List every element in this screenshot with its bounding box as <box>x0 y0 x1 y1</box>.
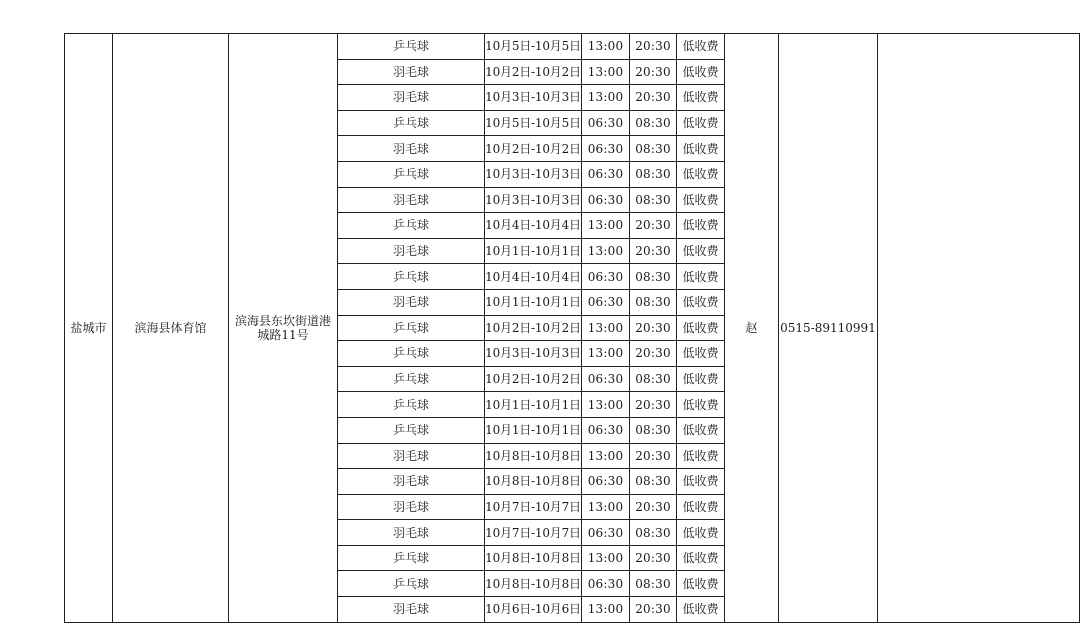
fee-cell: 低收费 <box>677 85 725 111</box>
date-range-cell: 10月1日-10月1日 <box>485 238 582 264</box>
end-time-cell: 20:30 <box>630 392 677 418</box>
date-range-cell: 10月4日-10月4日 <box>485 213 582 239</box>
fee-cell: 低收费 <box>677 161 725 187</box>
end-time-cell: 08:30 <box>630 187 677 213</box>
date-range-cell: 10月8日-10月8日 <box>485 571 582 597</box>
end-time-cell: 08:30 <box>630 417 677 443</box>
start-time-cell: 06:30 <box>582 187 630 213</box>
notes-cell <box>878 34 1080 623</box>
fee-cell: 低收费 <box>677 34 725 60</box>
end-time-cell: 20:30 <box>630 597 677 623</box>
table-row <box>65 34 1080 60</box>
start-time-cell: 13:00 <box>582 597 630 623</box>
fee-cell: 低收费 <box>677 571 725 597</box>
contact-person-cell: 赵 <box>725 34 779 623</box>
fee-cell: 低收费 <box>677 289 725 315</box>
date-range-cell: 10月8日-10月8日 <box>485 443 582 469</box>
date-range-cell: 10月7日-10月7日 <box>485 494 582 520</box>
sport-cell: 乒乓球 <box>338 110 485 136</box>
sport-cell: 羽毛球 <box>338 187 485 213</box>
venue-name-cell: 滨海县体育馆 <box>113 34 229 623</box>
fee-cell: 低收费 <box>677 136 725 162</box>
fee-cell: 低收费 <box>677 59 725 85</box>
date-range-cell: 10月3日-10月3日 <box>485 341 582 367</box>
date-range-cell: 10月8日-10月8日 <box>485 545 582 571</box>
end-time-cell: 08:30 <box>630 571 677 597</box>
date-range-cell: 10月5日-10月5日 <box>485 110 582 136</box>
end-time-cell: 08:30 <box>630 520 677 546</box>
fee-cell: 低收费 <box>677 520 725 546</box>
end-time-cell: 08:30 <box>630 110 677 136</box>
start-time-cell: 06:30 <box>582 469 630 495</box>
date-range-cell: 10月5日-10月5日 <box>485 34 582 60</box>
date-range-cell: 10月1日-10月1日 <box>485 392 582 418</box>
sport-cell: 乒乓球 <box>338 341 485 367</box>
sport-cell: 乒乓球 <box>338 315 485 341</box>
date-range-cell: 10月8日-10月8日 <box>485 469 582 495</box>
end-time-cell: 20:30 <box>630 85 677 111</box>
fee-cell: 低收费 <box>677 213 725 239</box>
end-time-cell: 20:30 <box>630 238 677 264</box>
date-range-cell: 10月6日-10月6日 <box>485 597 582 623</box>
fee-cell: 低收费 <box>677 315 725 341</box>
start-time-cell: 13:00 <box>582 392 630 418</box>
sport-cell: 羽毛球 <box>338 238 485 264</box>
date-range-cell: 10月3日-10月3日 <box>485 187 582 213</box>
start-time-cell: 13:00 <box>582 59 630 85</box>
start-time-cell: 13:00 <box>582 238 630 264</box>
start-time-cell: 06:30 <box>582 289 630 315</box>
end-time-cell: 20:30 <box>630 59 677 85</box>
sport-cell: 羽毛球 <box>338 59 485 85</box>
start-time-cell: 06:30 <box>582 417 630 443</box>
address-line-1: 滨海县东坎街道港 <box>234 313 331 328</box>
end-time-cell: 20:30 <box>630 494 677 520</box>
end-time-cell: 08:30 <box>630 469 677 495</box>
end-time-cell: 08:30 <box>630 264 677 290</box>
start-time-cell: 13:00 <box>582 341 630 367</box>
sport-cell: 乒乓球 <box>338 264 485 290</box>
sport-cell: 羽毛球 <box>338 597 485 623</box>
end-time-cell: 08:30 <box>630 136 677 162</box>
city-cell: 盐城市 <box>65 34 113 623</box>
sport-cell: 乒乓球 <box>338 34 485 60</box>
start-time-cell: 13:00 <box>582 494 630 520</box>
start-time-cell: 13:00 <box>582 443 630 469</box>
sport-cell: 羽毛球 <box>338 289 485 315</box>
fee-cell: 低收费 <box>677 187 725 213</box>
start-time-cell: 06:30 <box>582 571 630 597</box>
date-range-cell: 10月2日-10月2日 <box>485 315 582 341</box>
date-range-cell: 10月2日-10月2日 <box>485 136 582 162</box>
start-time-cell: 06:30 <box>582 136 630 162</box>
phone-cell: 0515-89110991 <box>779 34 878 623</box>
sport-cell: 乒乓球 <box>338 392 485 418</box>
end-time-cell: 20:30 <box>630 545 677 571</box>
start-time-cell: 13:00 <box>582 213 630 239</box>
schedule-body <box>65 34 1080 623</box>
sport-cell: 羽毛球 <box>338 443 485 469</box>
fee-cell: 低收费 <box>677 417 725 443</box>
address-cell <box>229 34 338 623</box>
sport-cell: 羽毛球 <box>338 469 485 495</box>
sport-cell: 乒乓球 <box>338 213 485 239</box>
start-time-cell: 06:30 <box>582 366 630 392</box>
venue-schedule-table <box>64 33 1080 623</box>
start-time-cell: 13:00 <box>582 34 630 60</box>
fee-cell: 低收费 <box>677 238 725 264</box>
start-time-cell: 06:30 <box>582 264 630 290</box>
sport-cell: 乒乓球 <box>338 545 485 571</box>
fee-cell: 低收费 <box>677 494 725 520</box>
address-line-2: 城路11号 <box>257 327 309 342</box>
start-time-cell: 06:30 <box>582 161 630 187</box>
fee-cell: 低收费 <box>677 110 725 136</box>
sport-cell: 羽毛球 <box>338 520 485 546</box>
end-time-cell: 08:30 <box>630 289 677 315</box>
fee-cell: 低收费 <box>677 469 725 495</box>
fee-cell: 低收费 <box>677 443 725 469</box>
fee-cell: 低收费 <box>677 597 725 623</box>
start-time-cell: 13:00 <box>582 545 630 571</box>
date-range-cell: 10月1日-10月1日 <box>485 417 582 443</box>
sport-cell: 羽毛球 <box>338 494 485 520</box>
start-time-cell: 13:00 <box>582 315 630 341</box>
fee-cell: 低收费 <box>677 366 725 392</box>
fee-cell: 低收费 <box>677 545 725 571</box>
fee-cell: 低收费 <box>677 392 725 418</box>
start-time-cell: 13:00 <box>582 85 630 111</box>
date-range-cell: 10月2日-10月2日 <box>485 366 582 392</box>
end-time-cell: 20:30 <box>630 443 677 469</box>
start-time-cell: 06:30 <box>582 110 630 136</box>
end-time-cell: 08:30 <box>630 366 677 392</box>
sport-cell: 乒乓球 <box>338 417 485 443</box>
end-time-cell: 20:30 <box>630 315 677 341</box>
date-range-cell: 10月3日-10月3日 <box>485 161 582 187</box>
end-time-cell: 08:30 <box>630 161 677 187</box>
sport-cell: 羽毛球 <box>338 136 485 162</box>
date-range-cell: 10月7日-10月7日 <box>485 520 582 546</box>
fee-cell: 低收费 <box>677 341 725 367</box>
date-range-cell: 10月2日-10月2日 <box>485 59 582 85</box>
sport-cell: 乒乓球 <box>338 571 485 597</box>
end-time-cell: 20:30 <box>630 34 677 60</box>
sport-cell: 乒乓球 <box>338 161 485 187</box>
start-time-cell: 06:30 <box>582 520 630 546</box>
fee-cell: 低收费 <box>677 264 725 290</box>
sport-cell: 羽毛球 <box>338 85 485 111</box>
end-time-cell: 20:30 <box>630 213 677 239</box>
date-range-cell: 10月4日-10月4日 <box>485 264 582 290</box>
sport-cell: 乒乓球 <box>338 366 485 392</box>
date-range-cell: 10月1日-10月1日 <box>485 289 582 315</box>
date-range-cell: 10月3日-10月3日 <box>485 85 582 111</box>
end-time-cell: 20:30 <box>630 341 677 367</box>
